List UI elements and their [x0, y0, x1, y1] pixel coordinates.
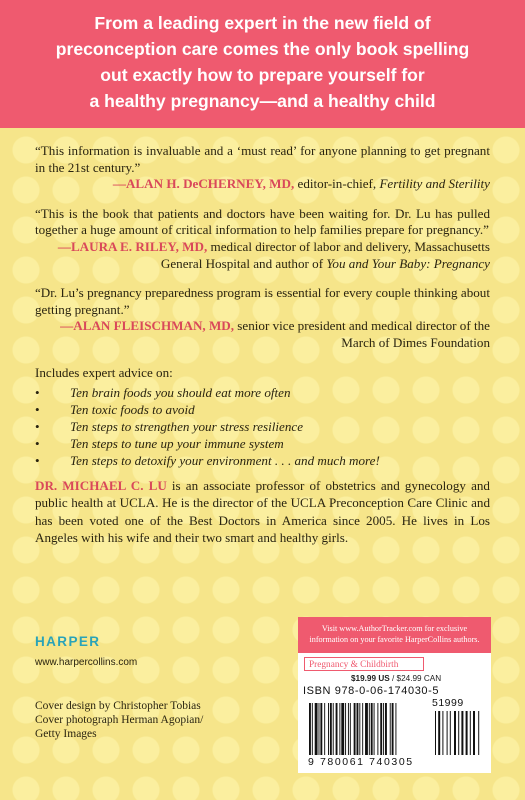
addon-bar [478, 711, 479, 755]
addon-bar [435, 711, 436, 755]
bullet-icon: • [35, 419, 40, 435]
advice-item-text: Ten steps to tune up your immune system [70, 436, 284, 452]
barcode-bar [395, 703, 396, 755]
credit-line-2: Cover photograph Herman Agopian/ [35, 714, 204, 726]
barcode-bar [377, 703, 378, 755]
barcode-icon [303, 699, 486, 757]
advice-item [35, 384, 490, 401]
price-can: / $24.99 CAN [389, 674, 442, 683]
advice-item [35, 452, 490, 469]
barcode-bar [336, 703, 338, 755]
price-addon-code: 51999 [432, 697, 464, 709]
barcode-bar [354, 703, 356, 755]
bullet-icon: • [35, 453, 40, 469]
publisher-logo: HARPER [35, 634, 101, 649]
barcode-bar [324, 703, 325, 755]
advice-item [35, 418, 490, 435]
endorsement-quote-1 [35, 143, 490, 193]
advice-item [35, 401, 490, 418]
barcode-bar [383, 703, 384, 755]
credit-line-1: Cover design by Christopher Tobias [35, 700, 201, 712]
authortracker-promo [298, 617, 491, 653]
barcode-bar [369, 703, 370, 755]
advice-item-text: Ten steps to detoxify your environment . . . and much more! [70, 453, 380, 469]
barcode-digits: 9 780061 740305 [308, 756, 414, 768]
barcode-bar [341, 703, 344, 755]
category-label: Pregnancy & Childbirth [304, 657, 424, 671]
quote-text: “This information is invaluable and a ‘must read’ for anyone planning to get pregnant in the 21st century.” [35, 143, 490, 175]
barcode-bar [339, 703, 340, 755]
author-bio [35, 477, 490, 546]
endorsement-quote-2 [35, 206, 490, 272]
barcode-bar [357, 703, 359, 755]
barcode-bar [348, 703, 349, 755]
headline-line-4: a healthy pregnancy—and a healthy child [89, 91, 436, 111]
endorser-name: —ALAN FLEISCHMAN, MD, [60, 318, 235, 334]
promo-line-2: information on your favorite HarperCollins authors. [309, 634, 480, 644]
barcode-bar [320, 703, 322, 755]
isbn-number: ISBN 978-0-06-174030-5 [303, 685, 440, 697]
quote-attribution [35, 239, 490, 272]
barcode-bar [392, 703, 394, 755]
endorser-name: —ALAN H. DeCHERNEY, MD, [112, 176, 295, 192]
barcode-bar [385, 703, 387, 755]
quote-text: “This is the book that patients and doctors have been waiting for. Dr. Lu has pulled together a huge amount of critical information to help families prepare for pregnancy.” [35, 205, 490, 238]
bullet-icon: • [35, 436, 40, 452]
barcode-bar [312, 703, 313, 755]
advice-item-text: Ten toxic foods to avoid [70, 402, 195, 418]
barcode-bar [333, 703, 334, 755]
barcode-bar [345, 703, 346, 755]
barcode-bar [319, 703, 320, 755]
addon-bar [454, 711, 456, 755]
barcode-bar [365, 703, 368, 755]
author-bio-text: is an associate professor of obstetrics and gynecology and public health at UCLA. He is the director of the UCLA Preconception Care Clinic and has been voted one of the Best Doctors in America since 2005. He lives in Los Angeles with his wife and their two smart and healthy girls. [35, 478, 490, 546]
main-content [35, 143, 490, 546]
barcode-bar [315, 703, 318, 755]
barcode-bar [362, 703, 363, 755]
addon-bar [466, 711, 468, 755]
advice-list [35, 384, 490, 469]
quote-attribution [35, 176, 490, 193]
barcode-bar [359, 703, 360, 755]
cover-credits [35, 699, 203, 741]
addon-bar [450, 711, 451, 755]
bullet-icon: • [35, 385, 40, 401]
price-label [351, 674, 441, 683]
author-name: DR. MICHAEL C. LU [35, 478, 167, 494]
advice-item [35, 435, 490, 452]
barcode-bar [374, 703, 375, 755]
headline-line-3: out exactly how to prepare yourself for [100, 65, 425, 85]
price-us: $19.99 US [351, 674, 390, 683]
barcode-box [298, 653, 491, 773]
headline-banner [0, 0, 525, 128]
barcode-bar [390, 703, 391, 755]
addon-bar [442, 711, 443, 755]
barcode-bar [371, 703, 373, 755]
addon-bar [458, 711, 459, 755]
advice-item-text: Ten steps to strengthen your stress resilience [70, 419, 304, 435]
headline-line-2: preconception care comes the only book spelling [55, 39, 470, 59]
headline-line-1: From a leading expert in the new field of [94, 13, 431, 33]
endorser-name: —LAURA E. RILEY, MD, [57, 238, 208, 254]
endorser-role: editor-in-chief, [294, 176, 380, 192]
barcode-bar [350, 703, 351, 755]
quote-text: “Dr. Lu’s pregnancy preparedness program is essential for every couple thinking about getting pregnant.” [35, 285, 490, 317]
addon-bar [461, 711, 463, 755]
bullet-icon: • [35, 402, 40, 418]
endorser-role: senior vice president and medical director of the March of Dimes Foundation [234, 318, 490, 350]
addon-bar [473, 711, 475, 755]
advice-item-text: Ten brain foods you should eat more often [70, 385, 291, 401]
barcode-bar [380, 703, 382, 755]
addon-bar [470, 711, 471, 755]
credit-line-3: Getty Images [35, 728, 97, 740]
endorsement-quote-3 [35, 285, 490, 351]
endorser-role: medical director of labor and delivery, Massachusetts General Hospital and author of [160, 238, 490, 271]
barcode-bar [330, 703, 332, 755]
promo-line-1: Visit www.AuthorTracker.com for exclusive [321, 624, 468, 633]
addon-bar [438, 711, 440, 755]
endorser-role-italic: Fertility and Sterility [379, 176, 490, 192]
quote-attribution [35, 318, 490, 351]
addon-bar [447, 711, 448, 755]
barcode-bar [328, 703, 329, 755]
publisher-url: www.harpercollins.com [35, 657, 138, 668]
barcode-bar [309, 703, 311, 755]
advice-intro: Includes expert advice on: [35, 364, 173, 380]
endorser-role-italic: You and Your Baby: Pregnancy [326, 255, 490, 271]
